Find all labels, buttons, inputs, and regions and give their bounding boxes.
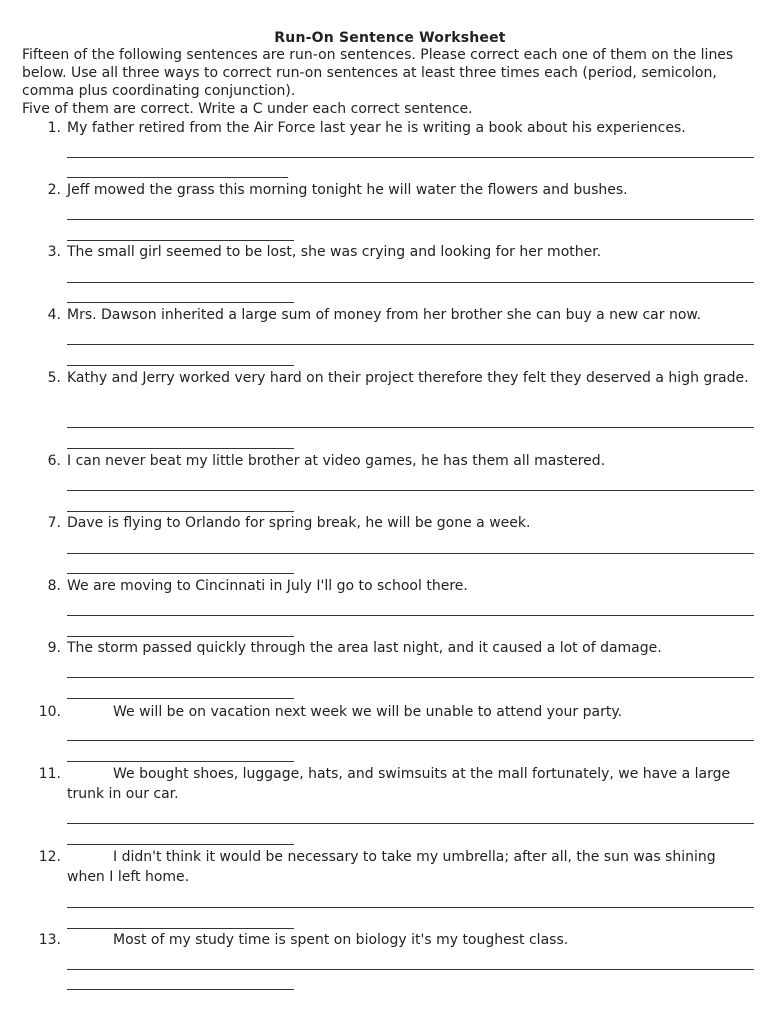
sentence-text: Kathy and Jerry worked very hard on their project therefore they felt they deserved a high grade. <box>67 370 749 386</box>
answer-line[interactable] <box>67 219 754 220</box>
sentence-text: My father retired from the Air Force last year he is writing a book about his experiences. <box>67 120 686 136</box>
sentence-text: Mrs. Dawson inherited a large sum of money from her brother she can buy a new car now. <box>67 307 702 323</box>
answer-line-short[interactable] <box>67 928 294 929</box>
sentence-number: 11. <box>38 766 61 782</box>
sentence-text: The storm passed quickly through the area last night, and it caused a lot of damage. <box>67 640 662 656</box>
answer-line[interactable] <box>67 282 754 283</box>
instructions <box>22 46 762 118</box>
answer-line-short[interactable] <box>67 636 294 637</box>
answer-line[interactable] <box>67 677 754 678</box>
answer-line[interactable] <box>67 907 754 908</box>
sentence-text: Jeff mowed the grass this morning tonight he will water the flowers and bushes. <box>67 182 628 198</box>
answer-line-short[interactable] <box>67 698 294 699</box>
answer-line[interactable] <box>67 615 754 616</box>
sentence-text: Dave is flying to Orlando for spring break, he will be gone a week. <box>67 515 531 531</box>
answer-line-short[interactable] <box>67 177 288 178</box>
answer-line[interactable] <box>67 823 754 824</box>
instructions-paragraph: Fifteen of the following sentences are run-on sentences. Please correct each one of them on the lines below. Use all three ways to correct run-on sentences at least three times each (period, semicolon, comma plus coordinating conjunction). <box>22 47 734 99</box>
sentence-number: 4. <box>47 307 61 323</box>
sentence-text: The small girl seemed to be lost, she was crying and looking for her mother. <box>67 244 602 260</box>
answer-line-short[interactable] <box>67 240 294 241</box>
sentence-text: Most of my study time is spent on biology it's my toughest class. <box>113 932 569 948</box>
sentence-number: 3. <box>47 244 61 260</box>
sentence-number: 13. <box>38 932 61 948</box>
answer-line-short[interactable] <box>67 302 294 303</box>
answer-line[interactable] <box>67 427 754 428</box>
sentence-number: 12. <box>38 849 61 865</box>
sentence-text: We will be on vacation next week we will be unable to attend your party. <box>113 704 623 720</box>
sentence-text: We are moving to Cincinnati in July I'll go to school there. <box>67 578 468 594</box>
answer-line[interactable] <box>67 490 754 491</box>
sentence-number: 5. <box>47 370 61 386</box>
sentence-number: 7. <box>47 515 61 531</box>
sentence-text: We bought shoes, luggage, hats, and swimsuits at the mall fortunately, we have a large trunk in our car. <box>67 766 731 802</box>
answer-line[interactable] <box>67 553 754 554</box>
worksheet-title: Run-On Sentence Worksheet <box>274 30 506 46</box>
answer-line[interactable] <box>67 344 754 345</box>
sentence-text: I can never beat my little brother at video games, he has them all mastered. <box>67 453 606 469</box>
sentence-number: 6. <box>47 453 61 469</box>
instructions-note: Five of them are correct. Write a C under each correct sentence. <box>22 101 473 117</box>
sentence-number: 1. <box>47 120 61 136</box>
answer-line[interactable] <box>67 740 754 741</box>
sentence-number: 9. <box>47 640 61 656</box>
sentence-number: 8. <box>47 578 61 594</box>
answer-line-short[interactable] <box>67 365 294 366</box>
answer-line[interactable] <box>67 969 754 970</box>
answer-line[interactable] <box>67 157 754 158</box>
answer-line-short[interactable] <box>67 448 294 449</box>
sentence-number: 2. <box>47 182 61 198</box>
answer-line-short[interactable] <box>67 573 294 574</box>
sentence-number: 10. <box>38 704 61 720</box>
answer-line-short[interactable] <box>67 761 294 762</box>
sentence-text: I didn't think it would be necessary to take my umbrella; after all, the sun was shining when I left home. <box>67 849 716 885</box>
answer-line-short[interactable] <box>67 511 294 512</box>
answer-line-short[interactable] <box>67 989 294 990</box>
answer-line-short[interactable] <box>67 844 294 845</box>
